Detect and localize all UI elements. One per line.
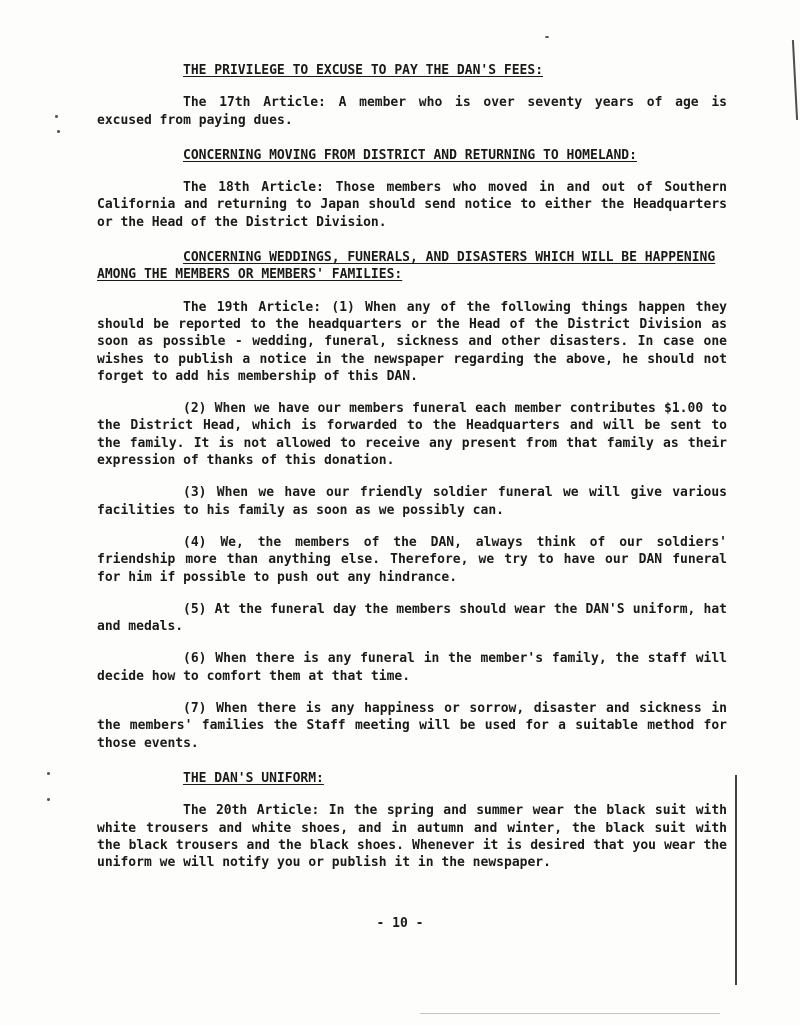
section-heading-moving: CONCERNING MOVING FROM DISTRICT AND RETURNING TO HOMELAND:: [183, 147, 637, 163]
page-number: - 10 -: [376, 916, 424, 931]
article-17: The 17th Article: A member who is over seventy years of age is excused from paying dues.: [97, 95, 727, 128]
margin-rule: [735, 775, 737, 985]
scan-speck: [57, 130, 60, 133]
article-19-item-1: The 19th Article: (1) When any of the following things happen they should be reported to the headquarters or the Head of the District Division as soon as possible - wedding, funeral, sickness and other disasters. In case one wishes to publish a notice in the newspaper regarding the above, he should not forget to add his membership of this DAN.: [97, 299, 727, 384]
section-heading-weddings-funerals: CONCERNING WEDDINGS, FUNERALS, AND DISASTERS WHICH WILL BE HAPPENING AMONG THE MEMBERS OR MEMBERS' FAMILIES:: [97, 250, 716, 283]
article-19-item-6: (6) When there is any funeral in the member's family, the staff will decide how to comfort them at that time.: [97, 651, 727, 684]
section-heading-dues-exemption: THE PRIVILEGE TO EXCUSE TO PAY THE DAN'S FEES:: [183, 63, 544, 78]
scan-speck: [47, 798, 50, 801]
scan-speck: [55, 115, 58, 118]
article-19-item-7: (7) When there is any happiness or sorrow, disaster and sickness in the members' families the Staff meeting will be used for a suitable method for those events.: [97, 701, 727, 751]
article-18: The 18th Article: Those members who moved in and out of Southern California and returning to Japan should send notice to either the Headquarters or the Head of the District Division.: [97, 180, 727, 230]
scan-edge-mark: [792, 40, 798, 120]
section-heading-uniform: THE DAN'S UNIFORM:: [183, 770, 324, 786]
article-20: The 20th Article: In the spring and summer wear the black suit with white trousers and white shoes, and in autumn and winter, the black suit with the black trousers and the black shoes. Whenever it is desired that you wear the uniform we will notify you or publish it in the newspaper.: [97, 803, 727, 871]
scan-speck: [545, 36, 549, 38]
article-19-item-4: (4) We, the members of the DAN, always think of our soldiers' friendship more than anything else. Therefore, we try to have our DAN funeral for him if possible to push out any hindrance.: [97, 534, 727, 585]
document-body: [97, 62, 727, 871]
scan-speck: [47, 772, 50, 775]
article-19-item-2: (2) When we have our members funeral each member contributes $1.00 to the District Head, which is forwarded to the Headquarters and will be sent to the family. It is not allowed to receive any present from that family as their expression of thanks of this donation.: [97, 401, 727, 469]
article-19-item-3: (3) When we have our friendly soldier funeral we will give various facilities to his family as soon as we possibly can.: [97, 485, 727, 518]
article-19-item-5: (5) At the funeral day the members should wear the DAN'S uniform, hat and medals.: [97, 601, 727, 635]
scan-speck: [420, 1013, 720, 1014]
